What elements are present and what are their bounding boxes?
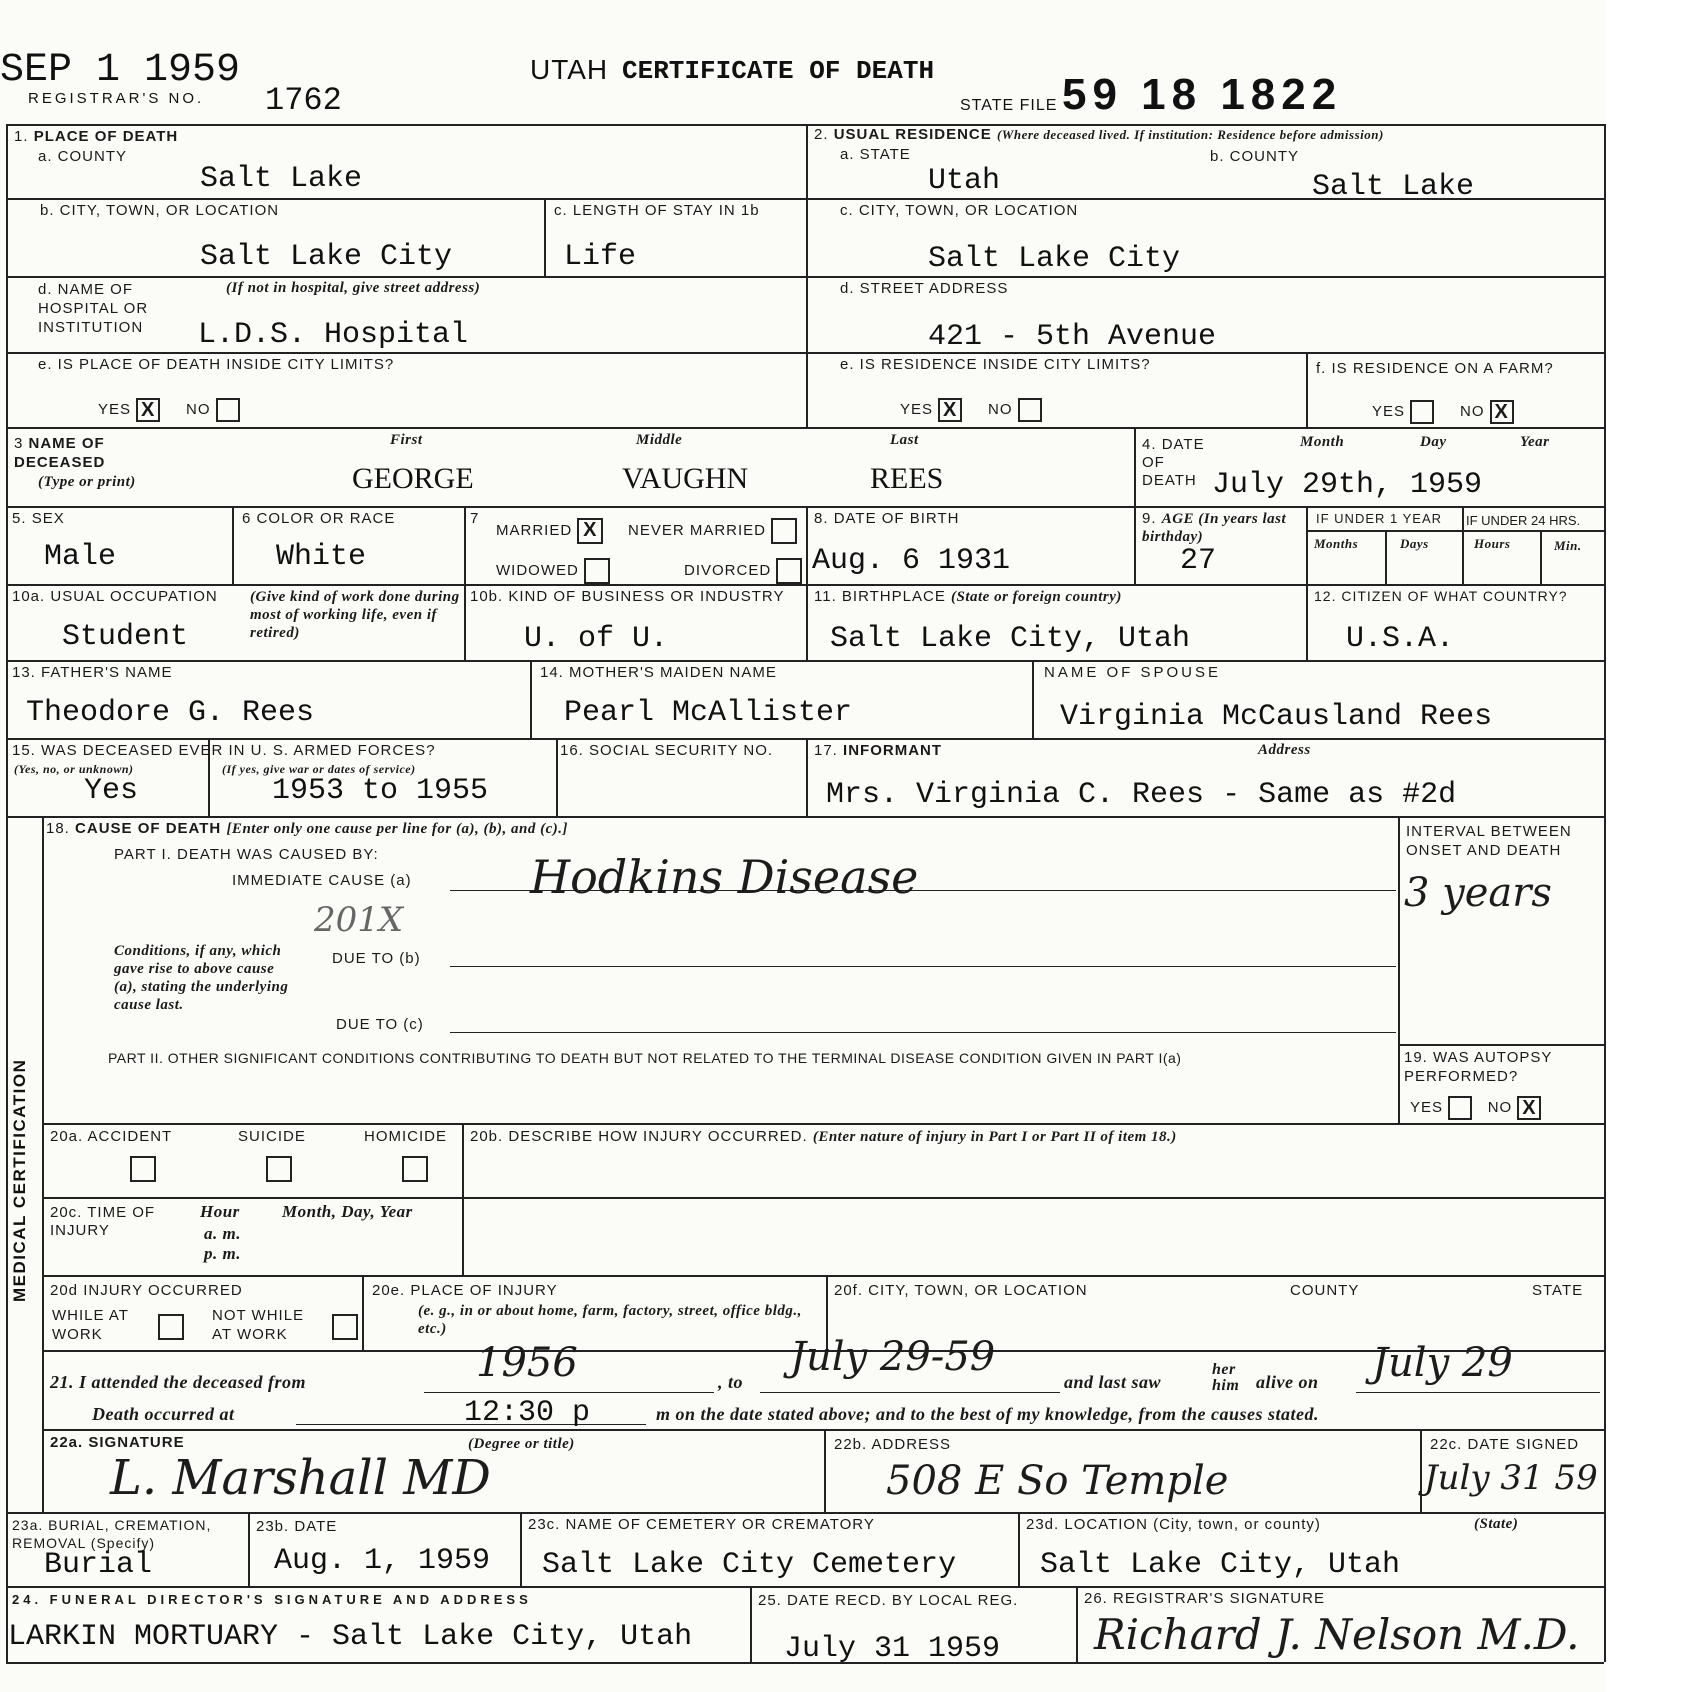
res-inside-yes-checkbox[interactable]: X (938, 398, 962, 422)
first-name: GEORGE (352, 462, 474, 495)
mother-label: 14. MOTHER'S MAIDEN NAME (540, 664, 777, 681)
res-inside-no-checkbox[interactable] (1018, 398, 1042, 422)
pod-inside-city-options: YES X NO (98, 398, 240, 422)
informant: Mrs. Virginia C. Rees - Same as #2d (826, 778, 1457, 812)
title-state: UTAH (530, 54, 609, 85)
homicide-checkbox[interactable] (402, 1156, 428, 1182)
date-of-birth: Aug. 6 1931 (812, 544, 1011, 578)
military-label: 15. WAS DECEASED EVER IN U. S. ARMED FORCES? (12, 742, 436, 759)
date-signed: July 31 59 (1424, 1458, 1598, 1498)
name-hint: (Type or print) (38, 474, 136, 490)
res-county: Salt Lake (1312, 170, 1475, 204)
death-time: 12:30 p (464, 1396, 591, 1430)
not-work-checkbox[interactable] (332, 1314, 358, 1340)
pod-city-label: b. CITY, TOWN, OR LOCATION (40, 202, 280, 219)
farm-label: f. IS RESIDENCE ON A FARM? (1316, 360, 1554, 377)
degree-label: (Degree or title) (468, 1436, 575, 1452)
immediate-cause: Hodkins Disease (530, 850, 919, 904)
not-work-label: NOT WHILE AT WORK (212, 1307, 305, 1343)
occupation: Student (62, 620, 189, 654)
citizen: U.S.A. (1346, 622, 1455, 656)
sex: Male (44, 540, 117, 574)
hours-label: Hours (1474, 536, 1511, 551)
middle-name: VAUGHN (622, 462, 749, 495)
due-b-label: DUE TO (b) (332, 950, 421, 967)
autopsy-label: 19. WAS AUTOPSY PERFORMED? (1404, 1049, 1553, 1085)
name-label: 3 NAME OF DECEASED (14, 435, 106, 471)
place-hint: (e. g., in or about home, farm, factory, street, office bldg., etc.) (418, 1303, 802, 1337)
day-label: Day (1420, 434, 1447, 450)
farm-options: YES NO X (1372, 400, 1514, 424)
burial-location: Salt Lake City, Utah (1040, 1548, 1401, 1582)
date-stamp: SEP 1 1959 (0, 48, 241, 93)
last-saw-label: and last saw (1064, 1372, 1162, 1392)
interval: 3 years (1404, 870, 1552, 916)
never-married-option: NEVER MARRIED (628, 518, 797, 544)
father-label: 13. FATHER'S NAME (12, 664, 173, 681)
while-work-label: WHILE AT WORK (52, 1307, 129, 1343)
state-file-no: 59 18 1822 (1062, 70, 1343, 119)
registrar-no: 1762 (265, 82, 342, 119)
funeral-label: 24. FUNERAL DIRECTOR'S SIGNATURE AND ADDRESS (12, 1592, 532, 1607)
month-label: Month (1300, 434, 1345, 450)
to-label: , to (718, 1372, 744, 1392)
mother: Pearl McAllister (564, 696, 853, 730)
date-recd: July 31 1959 (784, 1632, 1001, 1666)
stay-label: c. LENGTH OF STAY IN 1b (554, 202, 760, 219)
suicide-label: SUICIDE (238, 1128, 306, 1145)
hospital-hint: (If not in hospital, give street address) (226, 280, 481, 296)
under-24-label: IF UNDER 24 HRS. (1466, 513, 1581, 528)
res-street: 421 - 5th Avenue (928, 320, 1217, 354)
registrar-no-label: REGISTRAR'S NO. (28, 90, 205, 107)
knowledge-statement: m on the date stated above; and to the best of my knowledge, from the causes stated. (656, 1404, 1319, 1424)
cemetery: Salt Lake City Cemetery (542, 1548, 957, 1582)
sex-label: 5. SEX (12, 510, 65, 527)
injury-state-label: STATE (1532, 1282, 1584, 1299)
res-county-label: b. COUNTY (1210, 148, 1300, 165)
cause-label: 18. CAUSE OF DEATH [Enter only one cause per line for (a), (b), and (c).] (46, 820, 568, 837)
year-label: Year (1520, 434, 1550, 450)
res-city: Salt Lake City (928, 242, 1181, 276)
pod-inside-no-checkbox[interactable] (216, 398, 240, 422)
military-hint-2: (If yes, give war or dates of service) (222, 762, 416, 776)
place-label: 20e. PLACE OF INJURY (372, 1282, 558, 1299)
married-option: MARRIED X (496, 518, 603, 544)
marital-7: 7 (470, 510, 480, 527)
injury-county-label: COUNTY (1290, 1282, 1360, 1299)
burial-date: Aug. 1, 1959 (274, 1544, 491, 1578)
middle-label: Middle (636, 432, 683, 448)
her-him: her him (1212, 1361, 1240, 1394)
res-state-label: a. STATE (840, 146, 911, 163)
hour-label: Hour (200, 1202, 240, 1221)
physician-address: 508 E So Temple (886, 1458, 1229, 1504)
informant-label: 17. INFORMANT (814, 742, 943, 759)
accident-checkbox[interactable] (130, 1156, 156, 1182)
date-of-death: July 29th, 1959 (1212, 468, 1483, 502)
pod-county-label: a. COUNTY (38, 148, 128, 165)
res-inside-city-options: YES X NO (900, 398, 1042, 422)
spouse-label: NAME OF SPOUSE (1044, 664, 1222, 681)
res-state: Utah (928, 164, 1001, 198)
military-dates: 1953 to 1955 (272, 774, 489, 808)
physician-signature: L. Marshall MD (110, 1450, 491, 1506)
farm-no-checkbox[interactable]: X (1490, 400, 1514, 424)
certificate-title: CERTIFICATE OF DEATH (622, 56, 935, 86)
accident-label: 20a. ACCIDENT (50, 1128, 173, 1145)
first-label: First (390, 432, 423, 448)
part1-label: PART I. DEATH WAS CAUSED BY: (114, 846, 379, 863)
farm-yes-checkbox[interactable] (1410, 400, 1434, 424)
autopsy-options: YES NO X (1410, 1096, 1541, 1120)
disposal: Burial (44, 1548, 153, 1582)
occupation-label: 10a. USUAL OCCUPATION (12, 588, 218, 605)
autopsy-no-checkbox[interactable]: X (1517, 1096, 1541, 1120)
res-inside-city-label: e. IS RESIDENCE INSIDE CITY LIMITS? (840, 356, 1151, 373)
autopsy-yes-checkbox[interactable] (1448, 1096, 1472, 1120)
suicide-checkbox[interactable] (266, 1156, 292, 1182)
pod-inside-city-label: e. IS PLACE OF DEATH INSIDE CITY LIMITS? (38, 356, 395, 373)
while-work-checkbox[interactable] (158, 1314, 184, 1340)
informant-address-label: Address (1258, 742, 1311, 758)
last-name: REES (870, 462, 944, 495)
cemetery-label: 23c. NAME OF CEMETERY OR CREMATORY (528, 1516, 875, 1533)
hospital: L.D.S. Hospital (198, 318, 469, 352)
birthplace: Salt Lake City, Utah (830, 622, 1191, 656)
citizen-label: 12. CITIZEN OF WHAT COUNTRY? (1314, 588, 1568, 604)
days-label: Days (1400, 536, 1429, 551)
cause-code: 201X (314, 900, 404, 940)
state-file-label: STATE FILE (960, 97, 1058, 114)
min-label: Min. (1554, 538, 1582, 553)
months-label: Months (1314, 536, 1359, 551)
occupation-hint: (Give kind of work done during most of working life, even if retired) (250, 589, 460, 641)
injury-city-label: 20f. CITY, TOWN, OR LOCATION (834, 1282, 1088, 1299)
attended-from: 1956 (476, 1340, 578, 1386)
burial-location-label: 23d. LOCATION (City, town, or county) (1026, 1516, 1321, 1533)
pod-inside-yes-checkbox[interactable]: X (136, 398, 160, 422)
medical-certification-label: MEDICAL CERTIFICATION (10, 1058, 29, 1302)
race-label: 6 COLOR OR RACE (242, 510, 396, 527)
homicide-label: HOMICIDE (364, 1128, 447, 1145)
pm-label: p. m. (204, 1244, 241, 1263)
alive-label: alive on (1256, 1372, 1319, 1392)
ssn-label: 16. SOCIAL SECURITY NO. (560, 742, 774, 759)
describe-label: 20b. DESCRIBE HOW INJURY OCCURRED. (Enter nature of injury in Part I or Part II of item 18.) (470, 1128, 1177, 1145)
registrar-signature-label: 26. REGISTRAR'S SIGNATURE (1084, 1590, 1325, 1607)
disposal-label: 23a. BURIAL, CREMATION, REMOVAL (Specify) (12, 1517, 212, 1551)
attended-label: 21. I attended the deceased from (50, 1372, 306, 1392)
stay: Life (564, 240, 637, 274)
divorced-option: DIVORCED (684, 558, 802, 584)
married-checkbox[interactable]: X (577, 518, 603, 544)
funeral-director: LARKIN MORTUARY - Salt Lake City, Utah (8, 1620, 693, 1654)
burial-date-label: 23b. DATE (256, 1518, 338, 1535)
father: Theodore G. Rees (26, 696, 315, 730)
date-of-death-label: 4. DATE OF DEATH (1142, 436, 1205, 489)
birthplace-label: 11. BIRTHPLACE (State or foreign country) (814, 588, 1122, 605)
widowed-option: WIDOWED (496, 558, 610, 584)
signature-label: 22a. SIGNATURE (50, 1434, 185, 1451)
pod-county: Salt Lake (200, 162, 363, 196)
last-label: Last (890, 432, 919, 448)
military-hint-1: (Yes, no, or unknown) (14, 762, 134, 776)
hospital-label: d. NAME OF HOSPITAL OR INSTITUTION (38, 281, 149, 336)
mdy-label: Month, Day, Year (282, 1202, 413, 1221)
occurred-label: 20d INJURY OCCURRED (50, 1282, 243, 1299)
never-married-checkbox[interactable] (771, 518, 797, 544)
address-label: 22b. ADDRESS (834, 1436, 952, 1453)
residence-label: 2. USUAL RESIDENCE (Where deceased lived. If institution: Residence before admission) (814, 126, 1384, 143)
dob-label: 8. DATE OF BIRTH (814, 510, 960, 527)
spouse: Virginia McCausland Rees (1060, 700, 1493, 734)
interval-label: INTERVAL BETWEEN ONSET AND DEATH (1406, 823, 1572, 859)
military-answer: Yes (84, 774, 139, 808)
res-street-label: d. STREET ADDRESS (840, 280, 1009, 297)
occurred-at-label: Death occurred at (92, 1404, 235, 1424)
attended-to: July 29-59 (790, 1334, 996, 1380)
under-1-label: IF UNDER 1 YEAR (1316, 511, 1443, 526)
date-recd-label: 25. DATE RECD. BY LOCAL REG. (758, 1592, 1019, 1609)
immediate-label: IMMEDIATE CAUSE (a) (232, 872, 412, 889)
age: 27 (1180, 544, 1217, 578)
due-c-label: DUE TO (c) (336, 1016, 424, 1033)
industry-label: 10b. KIND OF BUSINESS OR INDUSTRY (470, 588, 785, 605)
industry: U. of U. (524, 622, 669, 656)
divorced-checkbox[interactable] (776, 558, 802, 584)
time-label: 20c. TIME OF INJURY (50, 1204, 156, 1239)
date-signed-label: 22c. DATE SIGNED (1430, 1436, 1580, 1453)
res-city-label: c. CITY, TOWN, OR LOCATION (840, 202, 1079, 219)
place-of-death-label: 1. PLACE OF DEATH (14, 128, 179, 145)
pod-city: Salt Lake City (200, 240, 453, 274)
widowed-checkbox[interactable] (584, 558, 610, 584)
burial-state-label: (State) (1474, 1516, 1519, 1532)
conditions-hint: Conditions, if any, which gave rise to above cause (a), stating the underlying cause last. (114, 943, 289, 1013)
part2-label: PART II. OTHER SIGNIFICANT CONDITIONS CONTRIBUTING TO DEATH BUT NOT RELATED TO THE TERMINAL DISEASE CONDITION GIVEN IN PART I(a) (108, 1050, 1182, 1066)
race: White (276, 540, 367, 574)
alive-on: July 29 (1372, 1340, 1513, 1386)
am-label: a. m. (204, 1224, 241, 1243)
age-label: 9. AGE (In years last birthday) (1142, 510, 1287, 545)
registrar-signature: Richard J. Nelson M.D. (1094, 1610, 1580, 1659)
